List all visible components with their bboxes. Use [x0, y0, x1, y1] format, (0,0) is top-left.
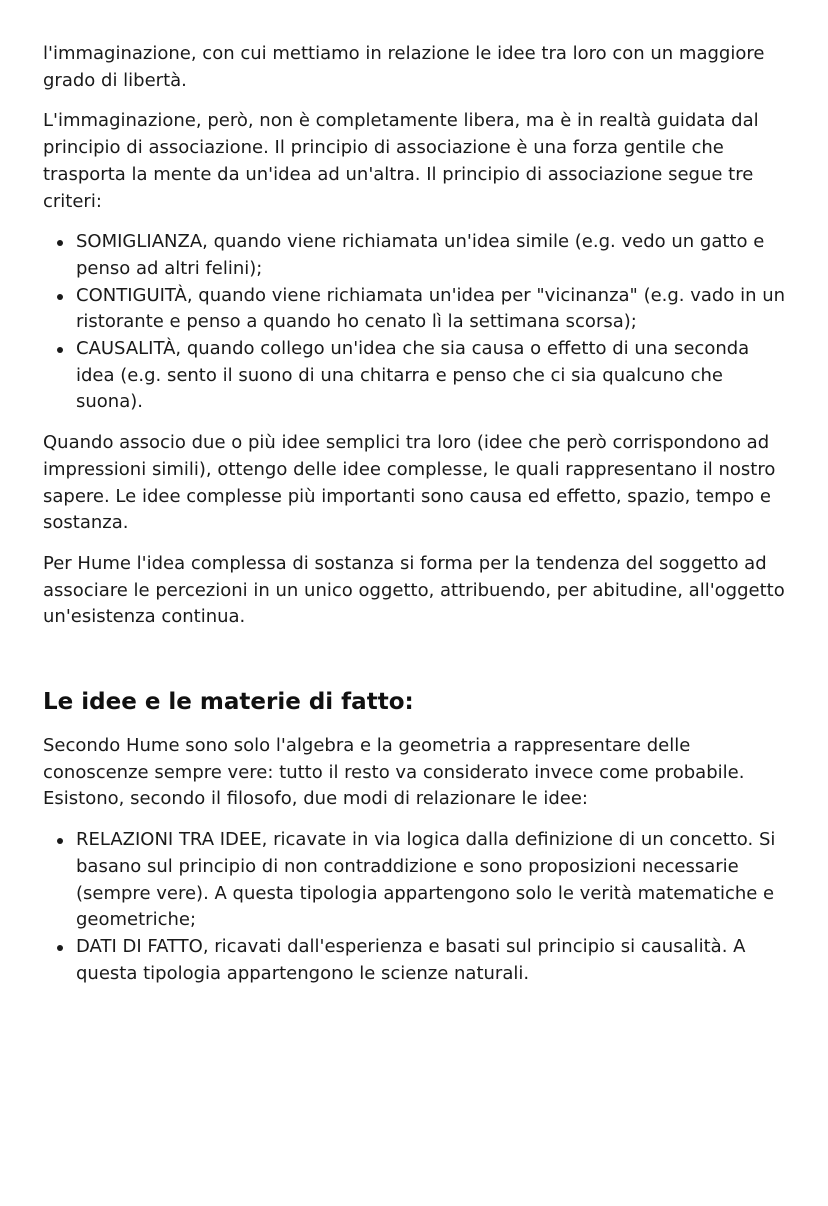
paragraph-hume-conoscenze: Secondo Hume sono solo l'algebra e la geometria a rappresentare delle conoscenze sempre vere: tutto il resto va considerato invece come probabile. Esistono, secondo il filosofo, due modi di relazionare le idee:	[43, 735, 745, 810]
section-heading: Le idee e le materie di fatto:	[43, 689, 414, 716]
relations-list	[43, 827, 793, 987]
list-item-causalita: CAUSALITÀ, quando collego un'idea che sia causa o effetto di una seconda idea (e.g. sento il suono di una chitarra e penso che ci sia qualcuno che suona).	[76, 336, 793, 416]
paragraph-immaginazione-intro: l'immaginazione, con cui mettiamo in relazione le idee tra loro con un maggiore grado di libertà.	[43, 43, 765, 91]
criteria-list	[43, 229, 793, 416]
document-page	[43, 41, 793, 1001]
list-item-somiglianza: SOMIGLIANZA, quando viene richiamata un'idea simile (e.g. vedo un gatto e penso ad altri felini);	[76, 229, 793, 282]
list-item-contiguita: CONTIGUITÀ, quando viene richiamata un'idea per "vicinanza" (e.g. vado in un ristorante e penso a quando ho cenato lì la settimana scorsa);	[76, 283, 793, 336]
list-item-dati-di-fatto: DATI DI FATTO, ricavati dall'esperienza e basati sul principio si causalità. A questa tipologia appartengono le scienze naturali.	[76, 934, 793, 987]
list-item-relazioni-tra-idee: RELAZIONI TRA IDEE, ricavate in via logica dalla definizione di un concetto. Si basano sul principio di non contraddizione e sono proposizioni necessarie (sempre vere). A questa tipologia appartengono solo le verità matematiche e geometriche;	[76, 827, 793, 934]
paragraph-principio-associazione: L'immaginazione, però, non è completamente libera, ma è in realtà guidata dal principio di associazione. Il principio di associazione è una forza gentile che trasporta la mente da un'idea ad un'altra. Il principio di associazione segue tre criteri:	[43, 110, 759, 212]
paragraph-idee-complesse: Quando associo due o più idee semplici tra loro (idee che però corrispondono ad impressioni simili), ottengo delle idee complesse, le quali rappresentano il nostro sapere. Le idee complesse più importanti sono causa ed effetto, spazio, tempo e sostanza.	[43, 432, 776, 534]
paragraph-sostanza: Per Hume l'idea complessa di sostanza si forma per la tendenza del soggetto ad associare le percezioni in un unico oggetto, attribuendo, per abitudine, all'oggetto un'esistenza continua.	[43, 552, 785, 628]
